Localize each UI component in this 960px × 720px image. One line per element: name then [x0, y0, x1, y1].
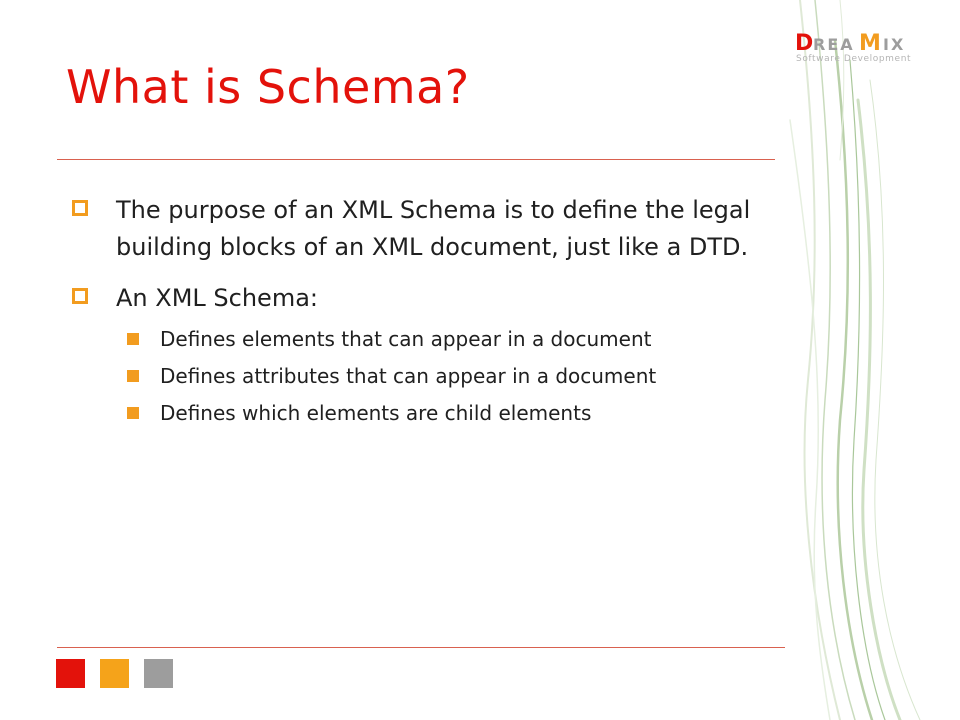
sub-bullet-item [72, 362, 752, 390]
sub-bullet-text: Defines elements that can appear in a document [160, 327, 652, 351]
filled-square-bullet-icon [127, 333, 139, 345]
svg-text:IX: IX [883, 35, 906, 54]
filled-square-bullet-icon [127, 407, 139, 419]
svg-text:REA: REA [813, 35, 855, 54]
svg-text:M: M [859, 31, 881, 54]
bullet-text: An XML Schema: [116, 284, 318, 312]
hollow-square-bullet-icon [72, 200, 88, 216]
sub-bullet-item [72, 325, 752, 353]
bullet-item [72, 280, 752, 317]
title-divider [57, 159, 775, 160]
svg-text:D: D [795, 31, 814, 54]
sub-bullet-text: Defines attributes that can appear in a document [160, 364, 657, 388]
orange-square-decoration [100, 659, 129, 688]
bullet-text: The purpose of an XML Schema is to define the legal building blocks of an XML document, just like a DTD. [116, 196, 751, 261]
slide-body [72, 192, 752, 436]
filled-square-bullet-icon [127, 370, 139, 382]
logo-subtitle: Software Development [796, 54, 912, 64]
sub-bullet-item [72, 399, 752, 427]
decorative-curves [780, 0, 960, 720]
red-square-decoration [56, 659, 85, 688]
slide-title: What is Schema? [66, 60, 470, 114]
footer-divider [57, 647, 785, 648]
sub-bullet-text: Defines which elements are child elements [160, 401, 592, 425]
dreamix-logo [793, 30, 933, 70]
bullet-item [72, 192, 752, 266]
hollow-square-bullet-icon [72, 288, 88, 304]
gray-square-decoration [144, 659, 173, 688]
